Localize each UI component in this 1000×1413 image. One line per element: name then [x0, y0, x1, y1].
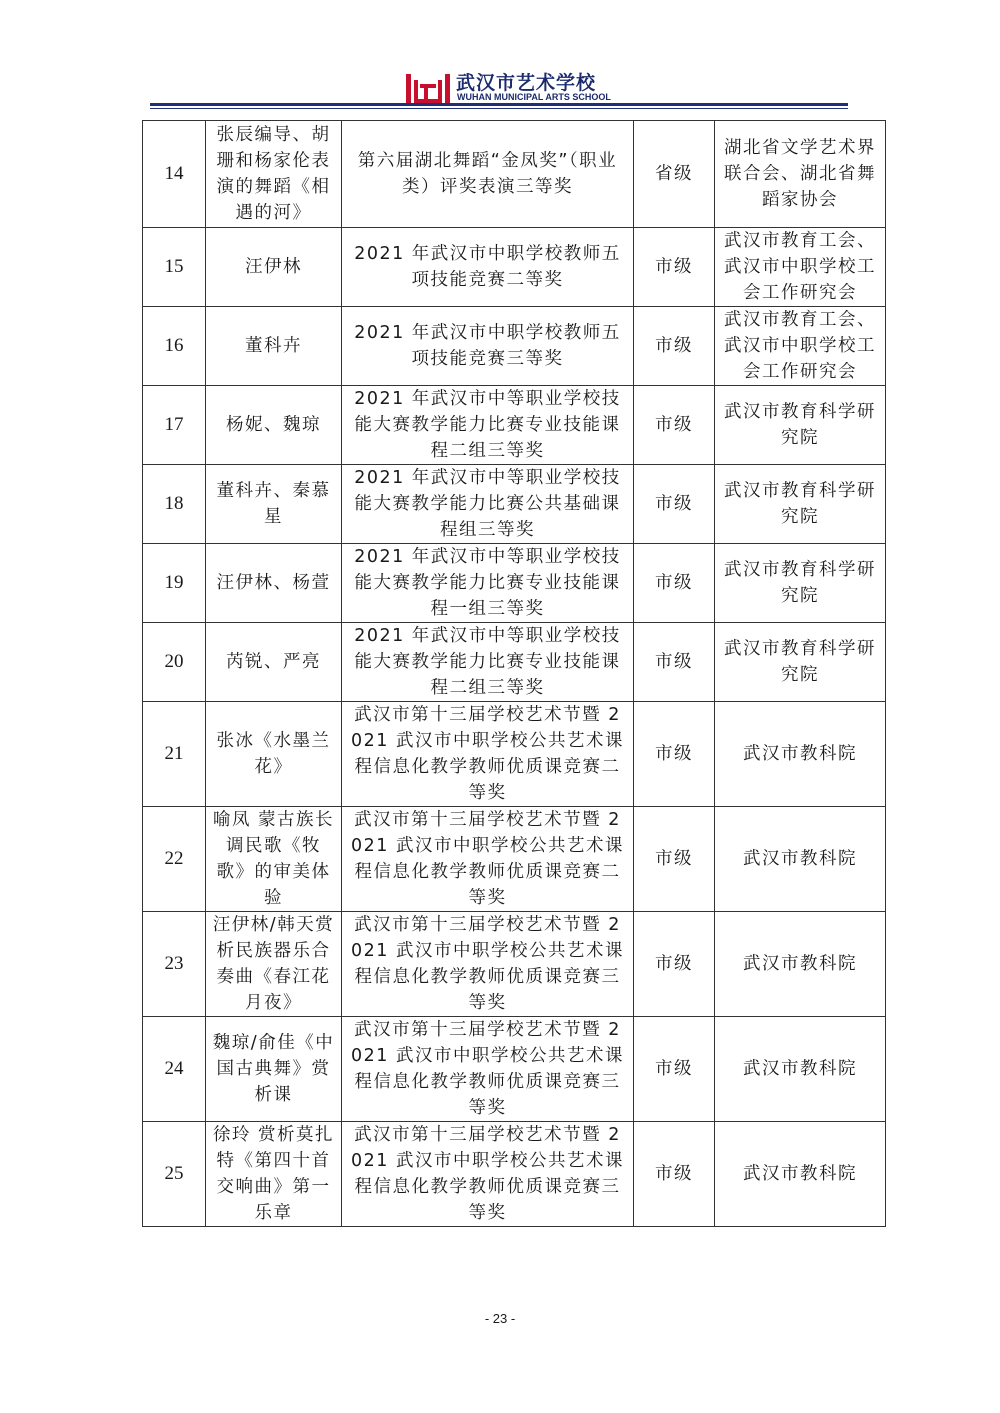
row-number-cell: 20: [143, 623, 206, 702]
table-row: [143, 1017, 886, 1122]
level-cell: 市级: [634, 1017, 715, 1122]
level-cell: 省级: [634, 121, 715, 228]
table-row: [143, 465, 886, 544]
recipient-cell: 董科卉: [206, 307, 342, 386]
recipient-cell: 汪伊林/韩天赏析民族器乐合奏曲《春江花月夜》: [206, 912, 342, 1017]
table-row: [143, 228, 886, 307]
row-number-cell: 24: [143, 1017, 206, 1122]
school-logo-icon: [405, 70, 451, 104]
row-number-cell: 21: [143, 702, 206, 807]
level-cell: 市级: [634, 912, 715, 1017]
recipient-cell: 张冰《水墨兰花》: [206, 702, 342, 807]
award-cell: 武汉市第十三届学校艺术节暨 2021 武汉市中职学校公共艺术课程信息化教学教师优质课竞赛三等奖: [342, 1017, 634, 1122]
row-number-cell: 16: [143, 307, 206, 386]
award-cell: 2021 年武汉市中职学校教师五项技能竞赛二等奖: [342, 228, 634, 307]
organizer-cell: 武汉市教育工会、武汉市中职学校工会工作研究会: [715, 228, 886, 307]
row-number-cell: 19: [143, 544, 206, 623]
row-number-cell: 14: [143, 121, 206, 228]
row-number-cell: 22: [143, 807, 206, 912]
row-number-cell: 18: [143, 465, 206, 544]
level-cell: 市级: [634, 807, 715, 912]
recipient-cell: 张辰编导、胡珊和杨家伦表演的舞蹈《相遇的河》: [206, 121, 342, 228]
table-row: [143, 386, 886, 465]
organizer-cell: 武汉市教科院: [715, 1017, 886, 1122]
recipient-cell: 徐玲 赏析莫扎特《第四十首交响曲》第一乐章: [206, 1122, 342, 1227]
row-number-cell: 17: [143, 386, 206, 465]
awards-table-body: [143, 121, 886, 1227]
level-cell: 市级: [634, 702, 715, 807]
award-cell: 2021 年武汉市中等职业学校技能大赛教学能力比赛专业技能课程一组三等奖: [342, 544, 634, 623]
organizer-cell: 武汉市教育工会、武汉市中职学校工会工作研究会: [715, 307, 886, 386]
organizer-cell: 武汉市教育科学研究院: [715, 386, 886, 465]
row-number-cell: 23: [143, 912, 206, 1017]
recipient-cell: 喻凤 蒙古族长调民歌《牧歌》的审美体验: [206, 807, 342, 912]
level-cell: 市级: [634, 623, 715, 702]
organizer-cell: 武汉市教科院: [715, 702, 886, 807]
award-cell: 武汉市第十三届学校艺术节暨 2021 武汉市中职学校公共艺术课程信息化教学教师优质课竞赛三等奖: [342, 912, 634, 1017]
page-number: - 23 -: [484, 1311, 516, 1326]
table-row: [143, 912, 886, 1017]
awards-table: [142, 120, 886, 1227]
award-cell: 2021 年武汉市中等职业学校技能大赛教学能力比赛专业技能课程二组三等奖: [342, 386, 634, 465]
level-cell: 市级: [634, 544, 715, 623]
organizer-cell: 武汉市教育科学研究院: [715, 465, 886, 544]
recipient-cell: 董科卉、秦慕星: [206, 465, 342, 544]
recipient-cell: 汪伊林: [206, 228, 342, 307]
organizer-cell: 武汉市教科院: [715, 912, 886, 1017]
award-cell: 第六届湖北舞蹈“金凤奖”（职业类）评奖表演三等奖: [342, 121, 634, 228]
recipient-cell: 杨妮、魏琼: [206, 386, 342, 465]
recipient-cell: 魏琼/俞佳《中国古典舞》赏析课: [206, 1017, 342, 1122]
level-cell: 市级: [634, 1122, 715, 1227]
header-rule-thick: [150, 103, 848, 106]
table-row: [143, 121, 886, 228]
organizer-cell: 湖北省文学艺术界联合会、湖北省舞蹈家协会: [715, 121, 886, 228]
organizer-cell: 武汉市教育科学研究院: [715, 544, 886, 623]
level-cell: 市级: [634, 386, 715, 465]
level-cell: 市级: [634, 307, 715, 386]
level-cell: 市级: [634, 465, 715, 544]
award-cell: 武汉市第十三届学校艺术节暨 2021 武汉市中职学校公共艺术课程信息化教学教师优质课竞赛二等奖: [342, 702, 634, 807]
organizer-cell: 武汉市教育科学研究院: [715, 623, 886, 702]
organizer-cell: 武汉市教科院: [715, 807, 886, 912]
header-rule-thin: [150, 108, 848, 109]
page-header: [150, 66, 848, 112]
table-row: [143, 544, 886, 623]
table-row: [143, 623, 886, 702]
award-cell: 2021 年武汉市中等职业学校技能大赛教学能力比赛公共基础课程组三等奖: [342, 465, 634, 544]
table-row: [143, 702, 886, 807]
recipient-cell: 芮锐、严亮: [206, 623, 342, 702]
organizer-cell: 武汉市教科院: [715, 1122, 886, 1227]
row-number-cell: 25: [143, 1122, 206, 1227]
award-cell: 2021 年武汉市中等职业学校技能大赛教学能力比赛专业技能课程二组三等奖: [342, 623, 634, 702]
table-row: [143, 807, 886, 912]
award-cell: 2021 年武汉市中职学校教师五项技能竞赛三等奖: [342, 307, 634, 386]
recipient-cell: 汪伊林、杨萱: [206, 544, 342, 623]
table-row: [143, 307, 886, 386]
school-name-cn: 武汉市艺术学校: [456, 72, 597, 94]
award-cell: 武汉市第十三届学校艺术节暨 2021 武汉市中职学校公共艺术课程信息化教学教师优质课竞赛三等奖: [342, 1122, 634, 1227]
row-number-cell: 15: [143, 228, 206, 307]
school-name-en: WUHAN MUNICIPAL ARTS SCHOOL: [457, 92, 611, 102]
award-cell: 武汉市第十三届学校艺术节暨 2021 武汉市中职学校公共艺术课程信息化教学教师优质课竞赛二等奖: [342, 807, 634, 912]
table-row: [143, 1122, 886, 1227]
level-cell: 市级: [634, 228, 715, 307]
